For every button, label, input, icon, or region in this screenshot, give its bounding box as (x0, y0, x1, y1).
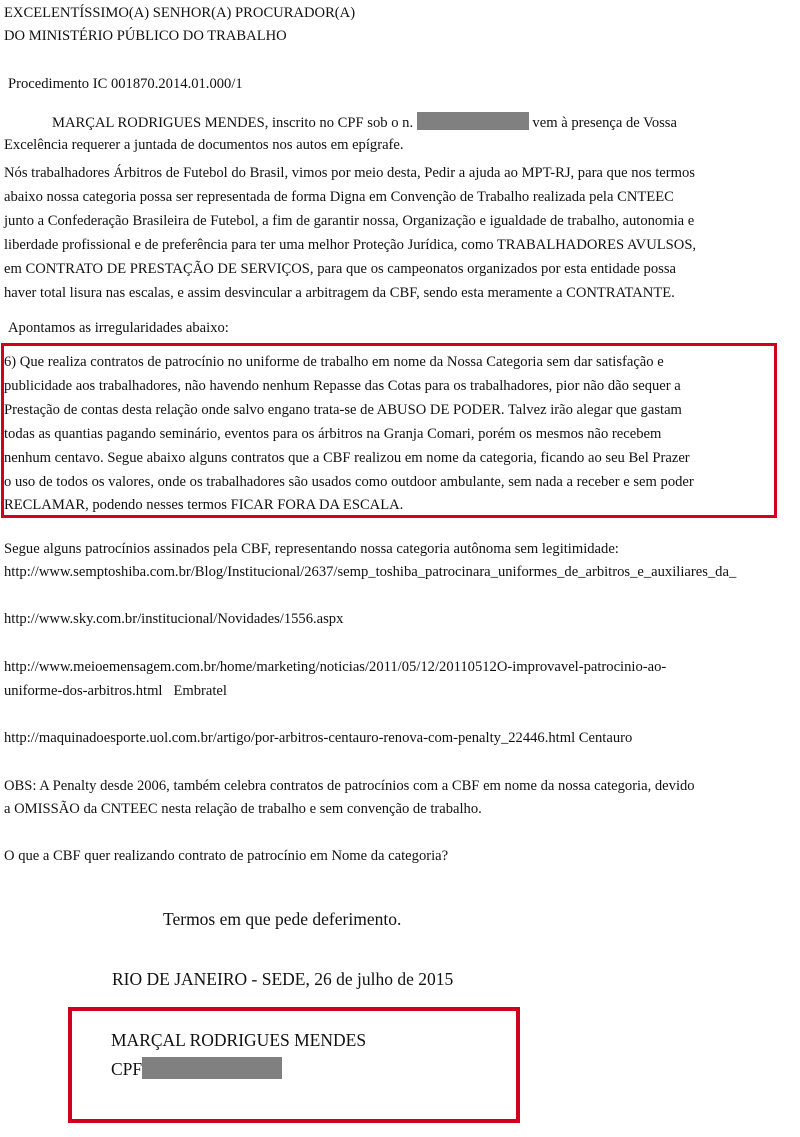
link-meio-mensagem-tail[interactable]: uniforme-dos-arbitros.html (4, 683, 163, 699)
paragraph-line: haver total lisura nas escalas, e assim desvincular a arbitragem da CBF, sendo esta meramente a CONTRATANTE. (4, 285, 675, 301)
signature-cpf-line (111, 1057, 282, 1081)
paragraph-line: junto a Confederação Brasileira de Futebol, a fim de garantir nossa, Organização e igualdade de trabalho, autonomia e (4, 213, 695, 229)
signature-name: MARÇAL RODRIGUES MENDES (111, 1030, 367, 1050)
intro-line-1 (52, 112, 677, 133)
irregularities-heading: Apontamos as irregularidades abaixo: (8, 320, 229, 336)
sponsors-intro: Segue alguns patrocínios assinados pela CBF, representando nossa categoria autônoma sem legitimidade: (4, 541, 619, 557)
obs-line: OBS: A Penalty desde 2006, também celebra contratos de patrocínios com a CBF em nome da nossa categoria, devido (4, 778, 695, 794)
item6-line: publicidade aos trabalhadores, não havendo nenhum Repasse das Cotas para os trabalhadores, pior não dão sequer a (4, 378, 681, 394)
redacted-signature-cpf (142, 1057, 282, 1079)
link-sky[interactable]: http://www.sky.com.br/institucional/Novidades/1556.aspx (4, 611, 344, 627)
addressee-line-2: DO MINISTÉRIO PÚBLICO DO TRABALHO (4, 28, 287, 44)
paragraph-line: em CONTRATO DE PRESTAÇÃO DE SERVIÇOS, para que os campeonatos organizados por esta entidade possa (4, 261, 676, 277)
redacted-cpf-number (417, 112, 529, 130)
obs-line: a OMISSÃO da CNTEEC nesta relação de trabalho e sem convenção de trabalho. (4, 801, 482, 817)
place-and-date: RIO DE JANEIRO - SEDE, 26 de julho de 2015 (112, 969, 454, 989)
procedure-number: Procedimento IC 001870.2014.01.000/1 (8, 76, 243, 92)
paragraph-line: Nós trabalhadores Árbitros de Futebol do Brasil, vimos por meio desta, Pedir a ajuda ao MPT-RJ, para que nos termos (4, 165, 695, 181)
item6-line: 6) Que realiza contratos de patrocínio no uniforme de trabalho em nome da Nossa Categoria sem dar satisfação e (4, 354, 664, 370)
intro-line-2: Excelência requerer a juntada de documentos nos autos em epígrafe. (4, 137, 404, 153)
link-meio-mensagem-1[interactable]: http://www.meioemensagem.com.br/home/marketing/noticias/2011/05/12/20110512O-improvavel-patrocinio-ao- (4, 659, 667, 675)
link-meio-mensagem-2 (4, 681, 227, 701)
link-centauro-line (4, 728, 632, 748)
item6-line: Prestação de contas desta relação onde salvo engano trata-se de ABUSO DE PODER. Talvez irão alegar que gastam (4, 402, 682, 418)
addressee-line-1: EXCELENTÍSSIMO(A) SENHOR(A) PROCURADOR(A) (4, 5, 356, 21)
item6-line: todas as quantias pagando seminário, eventos para os árbitros na Granja Comari, porém os mesmos não recebem (4, 426, 662, 442)
item6-line: o uso de todos os valores, onde os trabalhadores são usados como outdoor ambulante, sem nada a receber e sem poder (4, 474, 694, 490)
signature-cpf-label: CPF (111, 1059, 143, 1079)
item6-line: RECLAMAR, podendo nesses termos FICAR FORA DA ESCALA. (4, 497, 404, 513)
link-centauro[interactable]: http://maquinadoesporte.uol.com.br/artigo/por-arbitros-centauro-renova-com-penalty_22446.html (4, 730, 576, 746)
sponsor-label-embratel: Embratel (173, 683, 227, 699)
intro-text-end: vem à presença de Vossa (532, 115, 677, 131)
intro-text-start: MARÇAL RODRIGUES MENDES, inscrito no CPF sob o n. (52, 115, 414, 131)
item6-line: nenhum centavo. Segue abaixo alguns contratos que a CBF realizou em nome da categoria, ficando ao seu Bel Prazer (4, 450, 690, 466)
closing-statement: Termos em que pede deferimento. (163, 909, 402, 929)
sponsor-label-centauro: Centauro (578, 730, 633, 746)
paragraph-line: liberdade profissional e de preferência para ter uma melhor Proteção Jurídica, como TRABALHADORES AVULSOS, (4, 237, 697, 253)
link-semp-toshiba[interactable]: http://www.semptoshiba.com.br/Blog/Institucional/2637/semp_toshiba_patrocinara_uniformes_de_arbitros_e_auxiliares_da_ (4, 564, 737, 580)
paragraph-line: abaixo nossa categoria possa ser representada de forma Digna em Convenção de Trabalho realizada pela CNTEEC (4, 189, 674, 205)
question-line: O que a CBF quer realizando contrato de patrocínio em Nome da categoria? (4, 848, 449, 864)
